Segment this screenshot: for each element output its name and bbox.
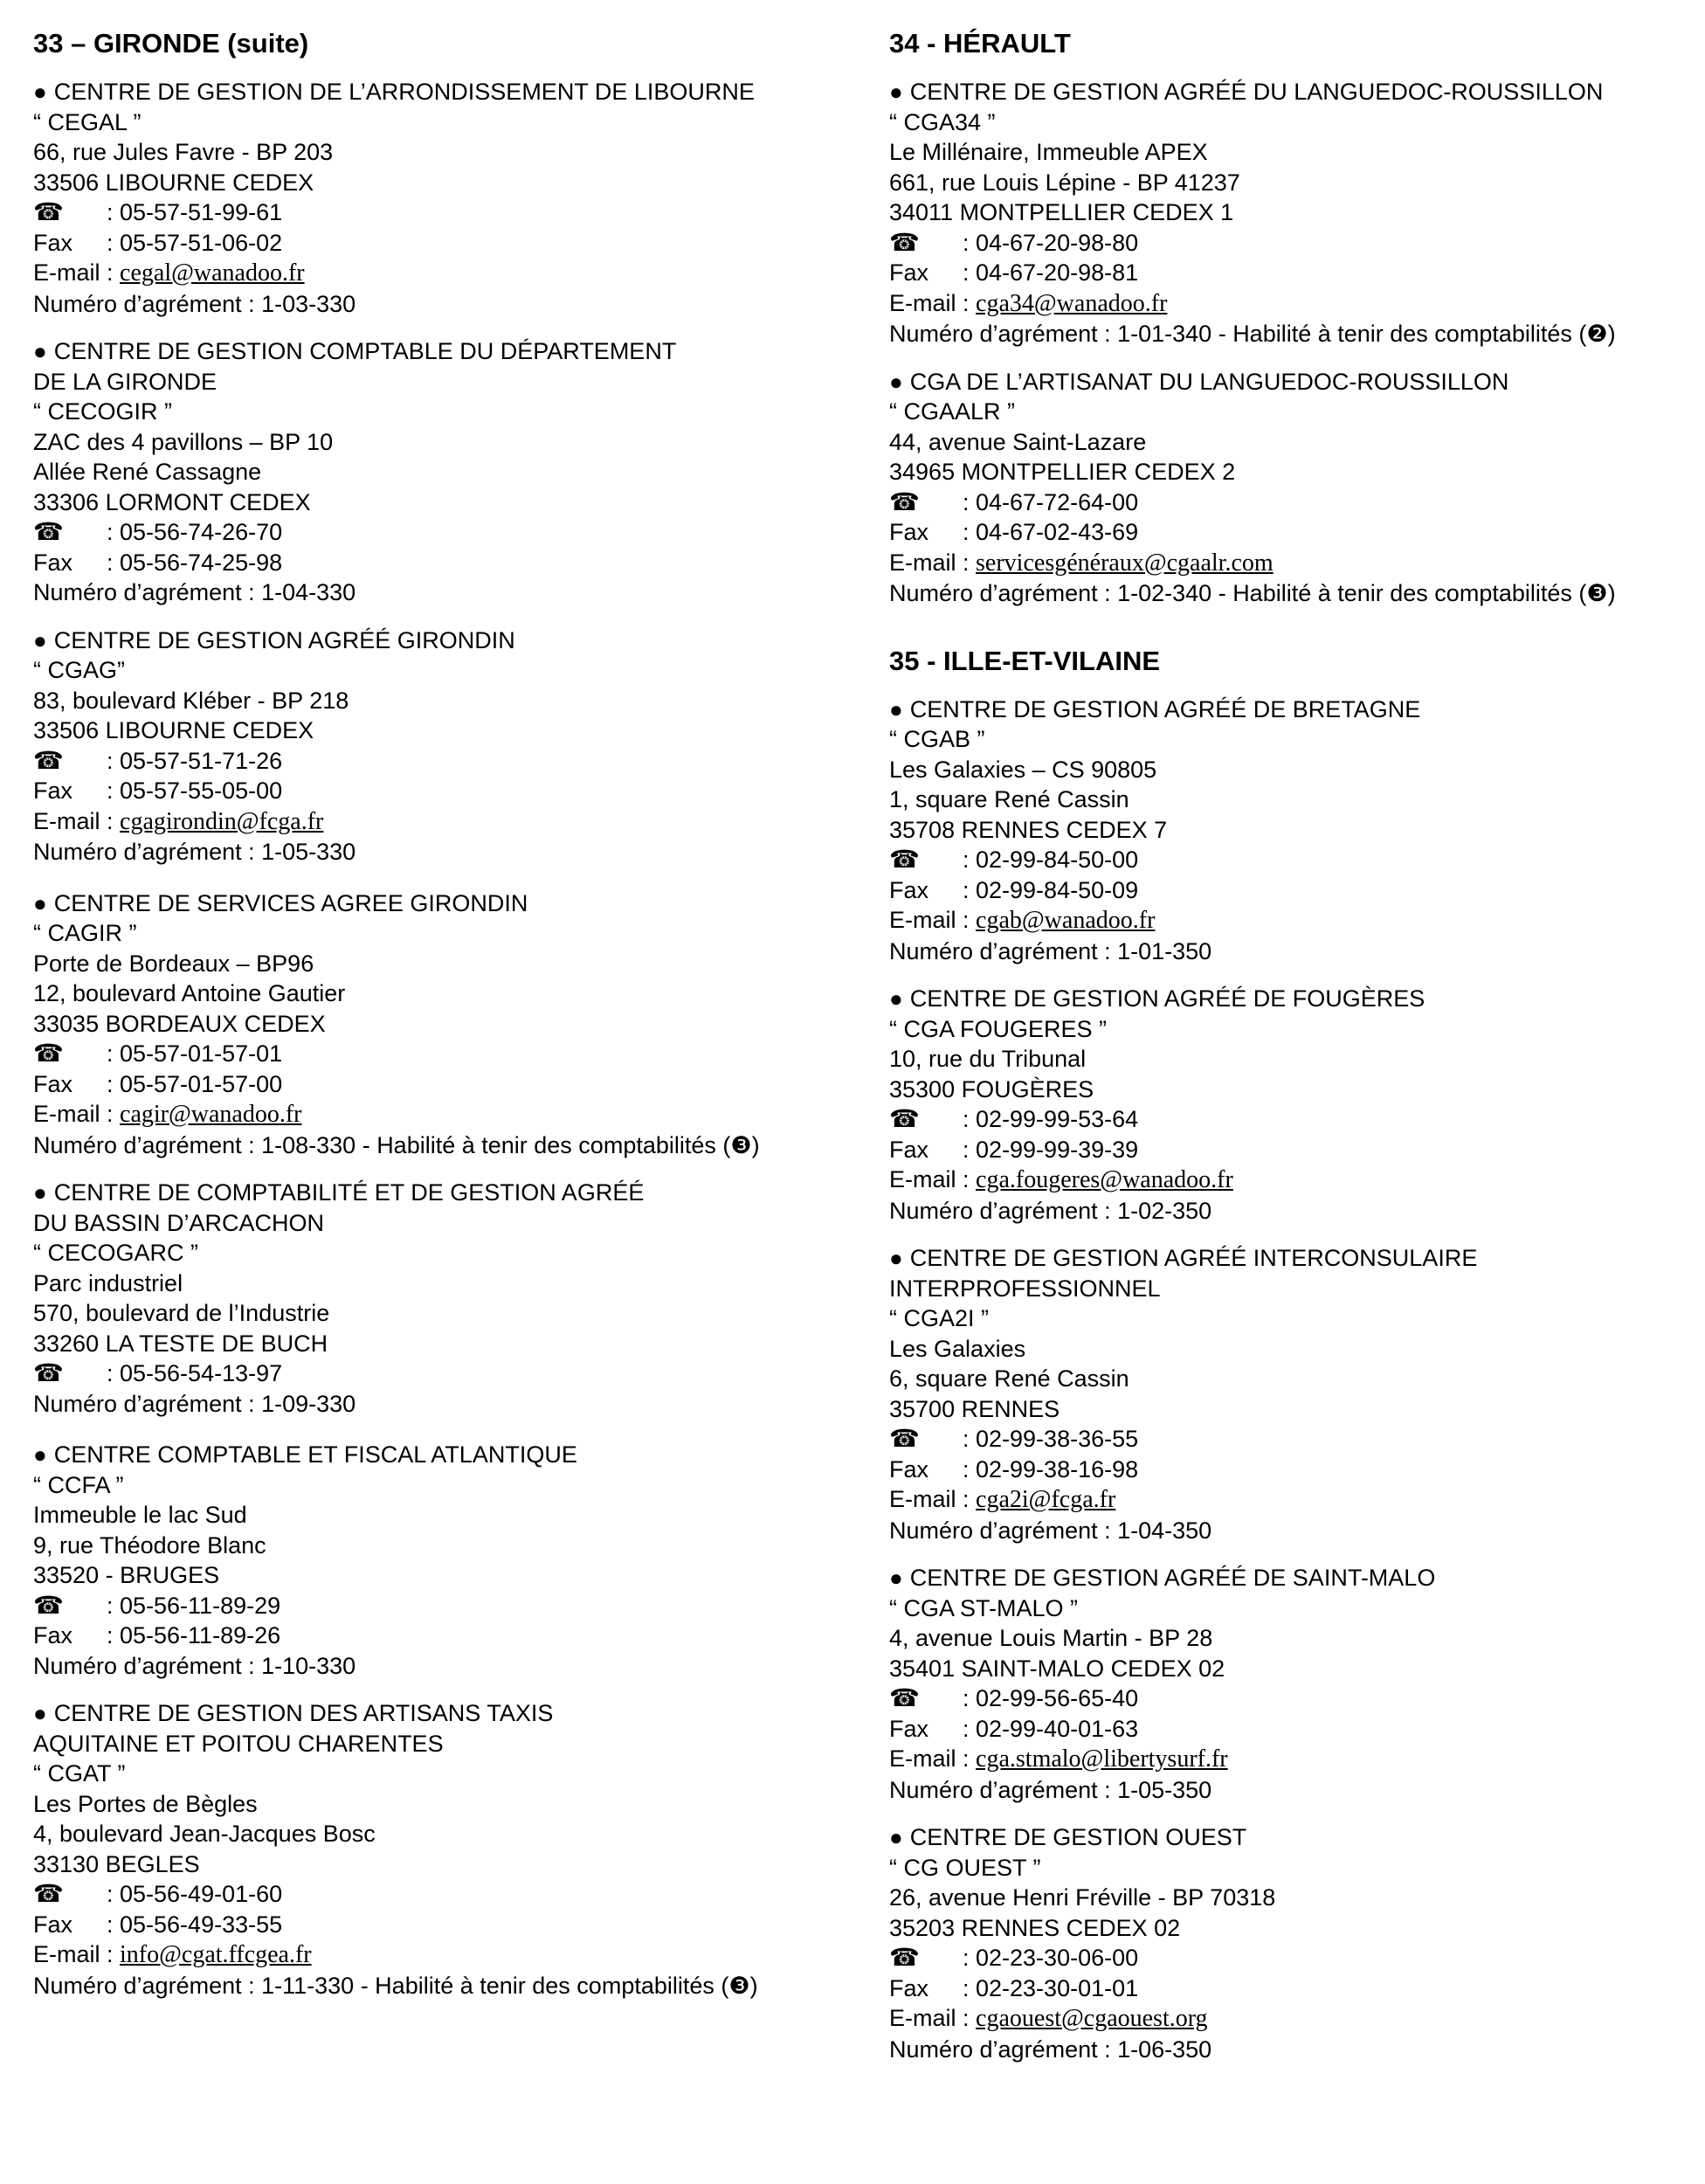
- email-label: E-mail :: [33, 1941, 114, 1967]
- fax-number: : 05-56-11-89-26: [107, 1622, 281, 1648]
- agrement-number: Numéro d’agrément : 1-04-350: [889, 1517, 1212, 1544]
- address-line: 661, rue Louis Lépine - BP 41237: [889, 169, 1240, 196]
- address-line: 10, rue du Tribunal: [889, 1046, 1087, 1072]
- department-section: [889, 644, 1693, 2065]
- email-label: E-mail :: [889, 1166, 970, 1192]
- email-row: [33, 806, 854, 838]
- fax-label: Fax: [33, 1070, 73, 1097]
- telephone-icon: ☎: [33, 746, 64, 774]
- phone-number: : 02-99-38-36-55: [963, 1426, 1139, 1452]
- fax-label: Fax: [33, 1911, 73, 1938]
- fax-number: : 05-56-49-33-55: [107, 1911, 283, 1938]
- address-line: “ CGA34 ”: [889, 108, 996, 135]
- phone-row: [33, 746, 854, 777]
- address-line: INTERPROFESSIONNEL: [889, 1275, 1161, 1302]
- fax-number: : 05-56-74-25-98: [107, 549, 283, 576]
- telephone-icon: ☎: [889, 846, 920, 873]
- address-line: Immeuble le lac Sud: [33, 1502, 247, 1528]
- center-entry: [889, 695, 1693, 967]
- fax-row: [889, 1973, 1693, 2004]
- phone-row: [33, 197, 854, 228]
- fax-number: : 02-23-30-01-01: [963, 1974, 1139, 2001]
- address-line: 34965 MONTPELLIER CEDEX 2: [889, 459, 1236, 485]
- address-line: DU BASSIN D’ARCACHON: [33, 1209, 325, 1236]
- fax-number: : 04-67-20-98-81: [963, 259, 1139, 286]
- fax-label: Fax: [33, 549, 73, 576]
- center-entry: [33, 1440, 854, 1681]
- fax-number: : 02-99-99-39-39: [963, 1136, 1139, 1163]
- address-line: “ CGAALR ”: [889, 398, 1016, 425]
- email-link[interactable]: servicesgénéraux@cgaalr.com: [976, 549, 1274, 577]
- center-name: ● CGA DE L’ARTISANAT DU LANGUEDOC-ROUSSILLON: [889, 367, 1693, 397]
- phone-number: : 05-56-74-26-70: [107, 519, 283, 545]
- telephone-icon: ☎: [33, 518, 64, 545]
- email-row: [889, 1744, 1693, 1775]
- address-line: DE LA GIRONDE: [33, 368, 217, 395]
- phone-row: [33, 1358, 854, 1389]
- telephone-icon: ☎: [33, 198, 64, 225]
- department-heading: 33 – GIRONDE (suite): [33, 28, 309, 59]
- address-line: 12, boulevard Antoine Gautier: [33, 980, 346, 1006]
- center-name: ● CENTRE DE GESTION AGRÉÉ DE FOUGÈRES: [889, 984, 1693, 1014]
- address-line: 44, avenue Saint-Lazare: [889, 428, 1147, 455]
- agrement-number: Numéro d’agrément : 1-02-340 - Habilité à tenir des comptabilités (❸): [889, 580, 1616, 606]
- phone-row: [889, 1104, 1693, 1135]
- center-entry: [889, 367, 1693, 609]
- left-column: [33, 26, 854, 2018]
- center-name: ● CENTRE DE GESTION DES ARTISANS TAXIS: [33, 1698, 854, 1729]
- address-line: “ CG OUEST ”: [889, 1854, 1041, 1881]
- fax-row: [889, 517, 1693, 548]
- email-row: [889, 1484, 1693, 1516]
- telephone-icon: ☎: [33, 1880, 64, 1907]
- fax-row: [33, 228, 854, 259]
- fax-row: [33, 1069, 854, 1100]
- department-section: [889, 26, 1693, 609]
- email-link[interactable]: cgab@wanadoo.fr: [976, 907, 1156, 934]
- agrement-number: Numéro d’agrément : 1-10-330: [33, 1652, 356, 1679]
- address-line: 570, boulevard de l’Industrie: [33, 1300, 330, 1326]
- department-heading: 34 - HÉRAULT: [889, 28, 1071, 59]
- phone-number: : 04-67-20-98-80: [963, 229, 1139, 256]
- address-line: “ CECOGIR ”: [33, 398, 172, 425]
- center-name: ● CENTRE DE GESTION DE L’ARRONDISSEMENT DE LIBOURNE: [33, 77, 854, 107]
- fax-number: : 02-99-84-50-09: [963, 876, 1139, 903]
- address-line: 33260 LA TESTE DE BUCH: [33, 1330, 328, 1357]
- address-line: Les Galaxies: [889, 1335, 1026, 1362]
- center-entry: [889, 1822, 1693, 2064]
- address-line: 35401 SAINT-MALO CEDEX 02: [889, 1655, 1225, 1682]
- address-line: “ CGAB ”: [889, 726, 985, 752]
- agrement-number: Numéro d’agrément : 1-06-350: [889, 2035, 1212, 2063]
- agrement-number: Numéro d’agrément : 1-05-350: [889, 1776, 1212, 1803]
- email-link[interactable]: cgaouest@cgaouest.org: [976, 2005, 1208, 2032]
- email-label: E-mail :: [33, 807, 114, 834]
- email-label: E-mail :: [889, 1486, 970, 1512]
- center-name: ● CENTRE DE GESTION AGRÉÉ DU LANGUEDOC-ROUSSILLON: [889, 77, 1693, 107]
- email-label: E-mail :: [889, 907, 970, 933]
- email-row: [33, 1939, 854, 1971]
- phone-row: [889, 1424, 1693, 1455]
- email-row: [889, 548, 1693, 579]
- right-column: [889, 26, 1693, 2082]
- phone-number: : 02-23-30-06-00: [963, 1945, 1139, 1971]
- address-line: “ CGAG”: [33, 657, 125, 683]
- email-row: [889, 905, 1693, 936]
- email-label: E-mail :: [33, 1101, 114, 1127]
- address-line: “ CGA FOUGERES ”: [889, 1015, 1108, 1042]
- telephone-icon: ☎: [889, 1425, 920, 1452]
- address-line: 33520 - BRUGES: [33, 1562, 220, 1588]
- agrement-number: Numéro d’agrément : 1-01-350: [889, 937, 1212, 964]
- address-line: 33506 LIBOURNE CEDEX: [33, 169, 314, 196]
- address-line: Les Portes de Bègles: [33, 1790, 258, 1817]
- center-name: ● CENTRE DE GESTION AGRÉÉ GIRONDIN: [33, 625, 854, 656]
- center-name: ● CENTRE DE GESTION COMPTABLE DU DÉPARTEMENT: [33, 336, 854, 367]
- email-row: [33, 258, 854, 289]
- address-line: 9, rue Théodore Blanc: [33, 1531, 266, 1559]
- center-entry: [33, 336, 854, 608]
- center-entry: [33, 77, 854, 319]
- agrement-number: Numéro d’agrément : 1-05-330: [33, 839, 356, 865]
- fax-row: [889, 1714, 1693, 1745]
- telephone-icon: ☎: [889, 1105, 920, 1132]
- address-line: “ CCFA ”: [33, 1471, 124, 1498]
- telephone-icon: ☎: [33, 1591, 64, 1619]
- center-name: ● CENTRE DE GESTION AGRÉÉ DE BRETAGNE: [889, 695, 1693, 725]
- phone-row: [889, 1683, 1693, 1714]
- department-section: [33, 26, 854, 2001]
- fax-label: Fax: [889, 1455, 929, 1482]
- email-link[interactable]: cga34@wanadoo.fr: [976, 289, 1168, 317]
- email-link[interactable]: cagir@wanadoo.fr: [120, 1101, 302, 1128]
- fax-row: [33, 548, 854, 578]
- address-line: “ CECOGARC ”: [33, 1240, 198, 1266]
- address-line: 6, square René Cassin: [889, 1365, 1129, 1392]
- fax-row: [889, 1455, 1693, 1485]
- address-line: 35700 RENNES: [889, 1395, 1060, 1422]
- center-entry: [33, 625, 854, 867]
- center-name: ● CENTRE COMPTABLE ET FISCAL ATLANTIQUE: [33, 1440, 854, 1470]
- address-line: Le Millénaire, Immeuble APEX: [889, 139, 1208, 165]
- address-line: 83, boulevard Kléber - BP 218: [33, 687, 349, 714]
- fax-label: Fax: [33, 1622, 73, 1648]
- center-entry: [889, 77, 1693, 349]
- email-link[interactable]: cga.stmalo@libertysurf.fr: [976, 1745, 1228, 1773]
- agrement-number: Numéro d’agrément : 1-04-330: [33, 579, 356, 605]
- address-line: 33130 BEGLES: [33, 1850, 200, 1877]
- center-name: ● CENTRE DE SERVICES AGREE GIRONDIN: [33, 888, 854, 919]
- address-line: ZAC des 4 pavillons – BP 10: [33, 428, 334, 455]
- fax-number: : 05-57-55-05-00: [107, 778, 283, 804]
- address-line: 35300 FOUGÈRES: [889, 1075, 1094, 1102]
- address-line: “ CGAT ”: [33, 1760, 126, 1787]
- email-row: [889, 288, 1693, 320]
- address-line: Porte de Bordeaux – BP96: [33, 950, 314, 977]
- center-name: ● CENTRE DE GESTION AGRÉÉ DE SAINT-MALO: [889, 1563, 1693, 1593]
- phone-row: [889, 487, 1693, 518]
- phone-number: : 04-67-72-64-00: [963, 488, 1139, 515]
- fax-number: : 02-99-38-16-98: [963, 1455, 1139, 1482]
- telephone-icon: ☎: [889, 487, 920, 515]
- email-label: E-mail :: [889, 2005, 970, 2031]
- email-link[interactable]: cga.fougeres@wanadoo.fr: [976, 1166, 1233, 1193]
- center-name: ● CENTRE DE GESTION AGRÉÉ INTERCONSULAIRE: [889, 1243, 1693, 1274]
- address-line: 4, avenue Louis Martin - BP 28: [889, 1625, 1213, 1651]
- fax-label: Fax: [889, 1715, 929, 1742]
- address-line: 34011 MONTPELLIER CEDEX 1: [889, 199, 1234, 225]
- phone-row: [889, 228, 1693, 259]
- address-line: 35708 RENNES CEDEX 7: [889, 816, 1168, 843]
- email-label: E-mail :: [33, 259, 114, 286]
- phone-row: [33, 1039, 854, 1069]
- fax-row: [33, 1910, 854, 1940]
- phone-number: : 02-99-56-65-40: [963, 1685, 1139, 1711]
- address-line: 66, rue Jules Favre - BP 203: [33, 139, 334, 165]
- address-line: 1, square René Cassin: [889, 786, 1129, 812]
- email-row: [889, 2003, 1693, 2035]
- address-line: 4, boulevard Jean-Jacques Bosc: [33, 1821, 376, 1847]
- email-link[interactable]: cga2i@fcga.fr: [976, 1486, 1116, 1513]
- email-label: E-mail :: [889, 289, 970, 316]
- agrement-number: Numéro d’agrément : 1-03-330: [33, 290, 356, 317]
- agrement-number: Numéro d’agrément : 1-08-330 - Habilité à tenir des comptabilités (❸): [33, 1131, 760, 1158]
- telephone-icon: ☎: [889, 1944, 920, 1971]
- fax-label: Fax: [889, 1136, 929, 1163]
- email-link[interactable]: cegal@wanadoo.fr: [120, 259, 305, 287]
- telephone-icon: ☎: [889, 228, 920, 256]
- phone-number: : 05-57-51-71-26: [107, 747, 283, 774]
- center-entry: [33, 888, 854, 1161]
- phone-number: : 05-57-01-57-01: [107, 1040, 283, 1067]
- fax-row: [889, 1135, 1693, 1165]
- fax-label: Fax: [889, 1974, 929, 2001]
- email-row: [33, 1099, 854, 1130]
- department-heading: 35 - ILLE-ET-VILAINE: [889, 645, 1161, 676]
- phone-number: : 02-99-84-50-00: [963, 847, 1139, 873]
- phone-number: : 02-99-99-53-64: [963, 1106, 1139, 1132]
- fax-number: : 05-57-51-06-02: [107, 229, 283, 256]
- address-line: Les Galaxies – CS 90805: [889, 756, 1157, 783]
- address-line: AQUITAINE ET POITOU CHARENTES: [33, 1730, 444, 1757]
- agrement-number: Numéro d’agrément : 1-02-350: [889, 1197, 1212, 1224]
- fax-row: [33, 776, 854, 806]
- fax-label: Fax: [889, 876, 929, 903]
- phone-number: : 05-57-51-99-61: [107, 199, 283, 225]
- address-line: 35203 RENNES CEDEX 02: [889, 1914, 1181, 1941]
- fax-label: Fax: [889, 259, 929, 286]
- email-link[interactable]: info@cgat.ffcgea.fr: [120, 1941, 312, 1968]
- center-entry: [33, 1698, 854, 2001]
- agrement-number: Numéro d’agrément : 1-09-330: [33, 1390, 356, 1417]
- phone-number: : 05-56-11-89-29: [107, 1592, 281, 1619]
- phone-number: : 05-56-54-13-97: [107, 1360, 283, 1386]
- email-link[interactable]: cgagirondin@fcga.fr: [120, 807, 324, 835]
- address-line: “ CGA2I ”: [889, 1305, 990, 1331]
- telephone-icon: ☎: [33, 1359, 64, 1386]
- center-name: ● CENTRE DE COMPTABILITÉ ET DE GESTION AGRÉÉ: [33, 1178, 854, 1208]
- center-entry: [889, 984, 1693, 1226]
- center-entry: [33, 1178, 854, 1419]
- address-line: Parc industriel: [33, 1269, 183, 1296]
- agrement-number: Numéro d’agrément : 1-01-340 - Habilité à tenir des comptabilités (❷): [889, 321, 1616, 347]
- fax-row: [33, 1621, 854, 1651]
- telephone-icon: ☎: [889, 1684, 920, 1711]
- fax-label: Fax: [889, 519, 929, 545]
- address-line: “ CEGAL ”: [33, 108, 142, 135]
- agrement-number: Numéro d’agrément : 1-11-330 - Habilité à tenir des comptabilités (❸): [33, 1972, 758, 1999]
- center-name: ● CENTRE DE GESTION OUEST: [889, 1822, 1693, 1853]
- email-row: [889, 1165, 1693, 1196]
- address-line: 33506 LIBOURNE CEDEX: [33, 717, 314, 743]
- fax-number: : 05-57-01-57-00: [107, 1070, 283, 1097]
- email-label: E-mail :: [889, 1745, 970, 1772]
- fax-row: [889, 875, 1693, 906]
- address-line: 33035 BORDEAUX CEDEX: [33, 1010, 326, 1037]
- center-entry: [889, 1563, 1693, 1805]
- center-entry: [889, 1243, 1693, 1545]
- fax-label: Fax: [33, 229, 73, 256]
- email-label: E-mail :: [889, 549, 970, 576]
- phone-number: : 05-56-49-01-60: [107, 1881, 283, 1907]
- fax-number: : 04-67-02-43-69: [963, 519, 1139, 545]
- phone-row: [33, 1879, 854, 1910]
- telephone-icon: ☎: [33, 1040, 64, 1067]
- phone-row: [33, 1591, 854, 1621]
- fax-label: Fax: [33, 778, 73, 804]
- address-line: “ CGA ST-MALO ”: [889, 1594, 1079, 1621]
- address-line: 26, avenue Henri Fréville - BP 70318: [889, 1884, 1276, 1911]
- address-line: “ CAGIR ”: [33, 920, 137, 946]
- phone-row: [33, 517, 854, 548]
- fax-row: [889, 258, 1693, 288]
- phone-row: [889, 1943, 1693, 1973]
- address-line: 33306 LORMONT CEDEX: [33, 488, 311, 515]
- phone-row: [889, 845, 1693, 875]
- fax-number: : 02-99-40-01-63: [963, 1715, 1139, 1742]
- address-line: Allée René Cassagne: [33, 459, 262, 485]
